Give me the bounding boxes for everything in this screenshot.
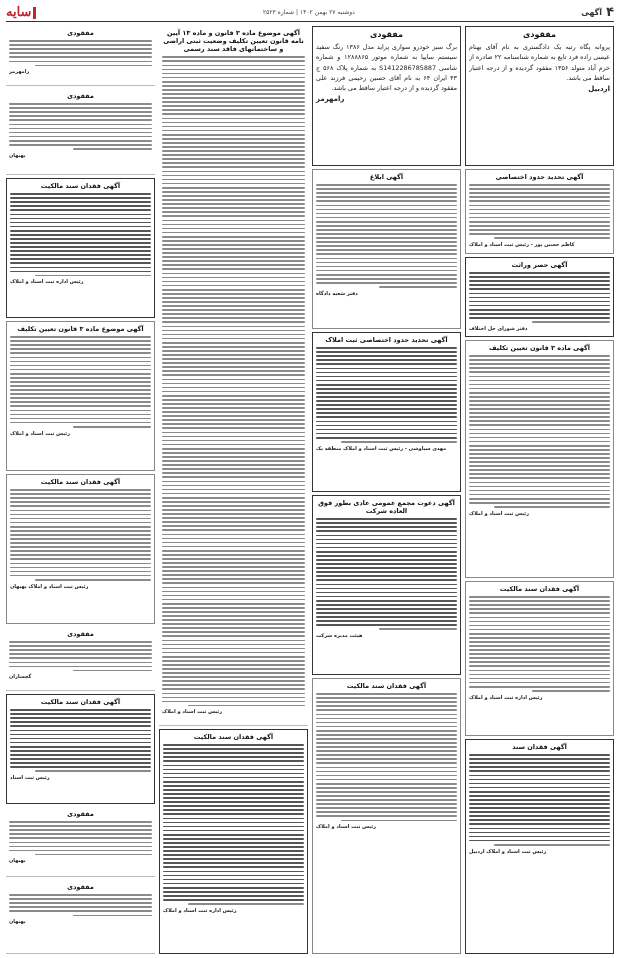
ad-title: آگهی فقدان سند مالکیت [499, 585, 580, 593]
ad-signature: رئیس اداره ثبت اسناد و املاک [163, 907, 237, 914]
ad-text-lines [9, 820, 152, 856]
ad-signature: مهدی سیاوشی - رئیس ثبت اسناد و املاک منطقه یک [316, 445, 447, 452]
ad-text-lines [10, 335, 151, 428]
logo-text: سایه [6, 5, 32, 20]
ad-signature: رئیس ثبت اسناد و املاک [316, 824, 376, 831]
ad-text-lines [10, 708, 151, 773]
ad-signature: رئیس ثبت اسناد و املاک [10, 430, 70, 437]
ad-title: آگهی فقدان سند مالکیت [193, 733, 274, 741]
ad-signature: بهبهان [9, 858, 26, 865]
ad-title: آگهی دعوت مجمع عمومی عادی بطور فوق العاده شرکت [318, 499, 455, 516]
ad-text-lines [469, 753, 610, 846]
ad-text-lines [469, 183, 610, 240]
masthead [6, 4, 614, 22]
ad-article-3-b [6, 321, 155, 471]
ad-signature: بهبهان [9, 919, 26, 926]
ad-lost-item-3 [6, 627, 155, 691]
ad-signature: رئیس ثبت اسناد و املاک [162, 709, 222, 716]
newspaper-logo [6, 5, 36, 20]
ad-signature: رامهرمز [316, 95, 345, 104]
ad-lost-document [465, 26, 614, 166]
ad-boundary-registration [312, 332, 461, 492]
ad-title: مفقودی [67, 810, 94, 818]
ad-signature: دفتر شورای حل اختلاف [469, 325, 528, 332]
ad-lost-deed [465, 581, 614, 736]
ad-text-lines [162, 55, 305, 707]
ad-title: آگهی موضوع ماده ۳ قانون تعیین تکلیف [17, 325, 144, 333]
ad-text-lines [316, 517, 457, 631]
ad-text-lines [469, 354, 610, 509]
ad-title: مفقودی [67, 29, 94, 37]
ad-title: آگهی موضوع ماده ۳ قانون و ماده ۱۳ آیین نامه قانون تعیین تکلیف وضعیت ثبتی اراضی و ساختمانهای فاقد سند رسمی [163, 29, 304, 54]
logo-bar-icon [33, 7, 36, 19]
ad-title: مفقودی [67, 92, 94, 100]
ad-title: مفقودی [67, 883, 94, 891]
ad-lost-deed-6 [6, 474, 155, 624]
ad-notification [312, 169, 461, 329]
page-section: آگهی [581, 8, 603, 17]
ad-general-assembly [312, 495, 461, 675]
ad-title: آگهی فقدان سند مالکیت [40, 182, 121, 190]
ad-signature: رئیس ثبت اسناد [10, 774, 50, 781]
ad-title: آگهی فقدان سند مالکیت [40, 478, 121, 486]
ad-title: آگهی فقدان سند مالکیت [346, 682, 427, 690]
ad-title: آگهی تحدید حدود اختصاصی [495, 173, 584, 181]
ad-text-lines [9, 893, 152, 917]
ad-signature: اردبیل [588, 85, 610, 93]
ad-text-lines [469, 595, 610, 692]
ad-text-lines [10, 488, 151, 581]
ad-lost-deed-5 [6, 178, 155, 318]
ad-article-3 [465, 340, 614, 578]
ad-signature: هیئت مدیره شرکت [316, 633, 363, 640]
ad-title: مفقودی [67, 630, 94, 638]
ad-title: آگهی فقدان سند [512, 743, 567, 751]
ad-title: آگهی حصر وراثت [511, 261, 568, 269]
ad-lost-deed-7 [6, 694, 155, 804]
column-3 [159, 26, 308, 954]
ad-signature: رامهرمز [9, 69, 30, 76]
ad-text-lines [469, 271, 610, 324]
ad-signature: کاظم حسین پور - رئیس ثبت اسناد و املاک [469, 241, 575, 248]
ad-title: آگهی فقدان سند مالکیت [40, 698, 121, 706]
ad-signature: گچساران [9, 674, 32, 681]
ad-lost-vehicle-card [312, 26, 461, 166]
ad-lost-deed-4 [159, 729, 308, 954]
column-4 [6, 26, 155, 954]
ad-land-status-notices [159, 26, 308, 726]
page-number: ۴ [606, 5, 614, 20]
ad-text-lines [316, 183, 457, 289]
ad-signature: رئیس ثبت اسناد و املاک [469, 510, 529, 517]
ad-lost-item-5 [6, 880, 155, 954]
ad-title: آگهی تحدید حدود اختصاصی ثبت املاک [325, 336, 448, 344]
ad-title: آگهی ابلاغ [369, 173, 404, 181]
ad-text-lines [9, 39, 152, 67]
ad-signature: رئیس اداره ثبت اسناد و املاک [10, 279, 84, 286]
ad-title: مفقودی [370, 30, 403, 39]
ad-text-lines [9, 640, 152, 672]
ad-lost-item [6, 26, 155, 86]
column-2 [312, 26, 461, 954]
ad-body: برگ سبز خودرو سواری پراید مدل ۱۳۸۶ رنگ سفید سیستم سایپا به شماره موتور ۱۲۸۸۸۶۵ و شماره شاسی S1412286785887 به شماره پلاک ۵۶۸ ج ۴۳ ایران ۶۴ به نام آقای حسین رحیمی فرزند علی مفقود گردیده و از درجه اعتبار ساقط می باشد. [316, 43, 457, 92]
ad-lost-item-4 [6, 807, 155, 877]
ad-body: پروانه پگاه رتبه یک دادگستری به نام آقای بهنام عیسی زاده فرد تابع به شماره شناسنامه ۲۲ صادره از خرم آباد متولد ۱۳۵۶ مفقود گردیده و از درجه اعتبار ساقط می باشد. [469, 43, 610, 82]
issue-date: دوشنبه ۲۷ بهمن ۱۴۰۲ | شماره ۲۵۲۳ [262, 9, 355, 16]
ad-text-lines [10, 192, 151, 277]
ad-signature: بهبهان [9, 152, 26, 159]
ad-signature: رئیس اداره ثبت اسناد و املاک [469, 694, 543, 701]
ad-title: مفقودی [523, 30, 556, 39]
ad-inheritance [465, 257, 614, 337]
ad-title: آگهی ماده ۳ قانون تعیین تکلیف [488, 344, 591, 352]
ad-boundary-notice [465, 169, 614, 254]
ad-lost-deed-2 [465, 739, 614, 954]
ad-text-lines [316, 346, 457, 443]
masthead-page-info [581, 5, 614, 20]
ad-text-lines [316, 692, 457, 822]
ad-text-lines [163, 743, 304, 906]
ad-lost-deed-3 [312, 678, 461, 954]
page-columns [6, 26, 614, 954]
ad-signature: دفتر شعبه دادگاه [316, 290, 358, 297]
ad-lost-item-2 [6, 89, 155, 175]
column-1 [465, 26, 614, 954]
ad-signature: رئیس ثبت اسناد و املاک بهبهان [10, 583, 89, 590]
ad-text-lines [9, 102, 152, 151]
ad-signature: رئیس ثبت اسناد و املاک اردبیل [469, 848, 547, 855]
